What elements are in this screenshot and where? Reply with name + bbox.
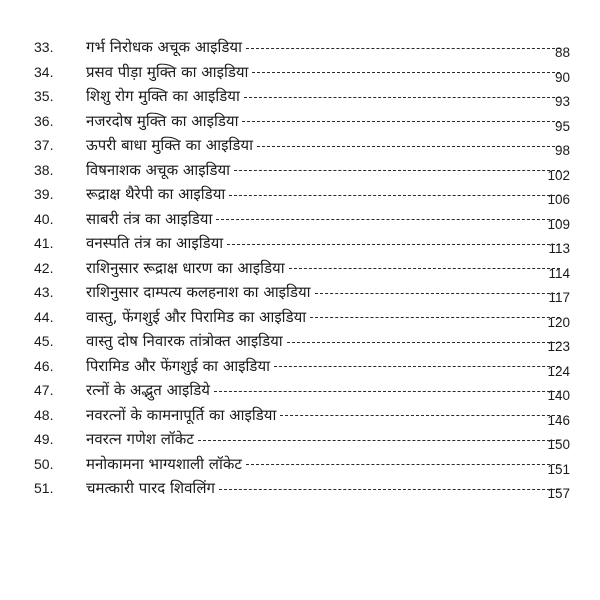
leader-dashes: [216, 219, 560, 220]
entry-page-number: 114: [548, 265, 570, 281]
entry-number: 46.: [34, 357, 54, 374]
entry-title-leader: [86, 231, 560, 256]
entry-title: पिरामिड और फेंगशुई का आइडिया: [86, 356, 271, 375]
entry-number: 44.: [34, 308, 54, 325]
entry-page-number: 157: [547, 486, 570, 501]
leader-dashes: [246, 464, 560, 465]
leader-dashes: [246, 48, 560, 49]
toc-entry: [0, 60, 600, 85]
entry-title: रत्नों के अद्भुत आइडिये: [86, 381, 210, 399]
entry-title-leader: [86, 109, 560, 134]
toc-entry: [0, 280, 600, 305]
entry-number: 43.: [34, 284, 54, 300]
toc-entry: [0, 378, 600, 403]
leader-dashes: [229, 195, 560, 196]
entry-title-leader: [86, 476, 560, 501]
entry-page-number: 117: [548, 290, 570, 305]
toc-entry: [0, 256, 600, 281]
toc-entry: [0, 207, 600, 232]
entry-number: 48.: [34, 406, 54, 423]
entry-number: 45.: [34, 333, 54, 349]
entry-title-leader: [86, 329, 560, 354]
entry-number: 42.: [34, 259, 54, 276]
entry-title-leader: [86, 182, 560, 207]
entry-page-number: 90: [554, 69, 570, 85]
entry-title: वास्तु, फेंगशुई और पिरामिड का आइडिया: [86, 307, 307, 326]
entry-title-leader: [86, 452, 560, 477]
entry-title-leader: [86, 84, 560, 109]
entry-title: नवरत्नों के कामनापूर्ति का आइडिया: [86, 405, 277, 424]
toc-entry: [0, 354, 600, 379]
toc-entry: [0, 231, 600, 256]
leader-dashes: [252, 72, 560, 73]
entry-number: 50.: [34, 455, 54, 472]
entry-title-leader: [86, 207, 560, 232]
entry-title: राशिनुसार दाम्पत्य कलहनाश का आइडिया: [86, 283, 311, 301]
entry-page-number: 93: [554, 94, 570, 109]
toc-entry: [0, 158, 600, 183]
entry-title: ऊपरी बाधा मुक्ति का आइडिया: [86, 136, 253, 154]
entry-title: रूद्राक्ष थैरेपी का आइडिया: [86, 185, 226, 203]
leader-dashes: [214, 391, 560, 392]
entry-number: 37.: [34, 137, 54, 153]
leader-dashes: [219, 489, 560, 490]
entry-page-number: 123: [547, 339, 570, 354]
entry-title: वास्तु दोष निवारक तांत्रोक्त आइडिया: [86, 332, 283, 350]
toc-entry: [0, 305, 600, 330]
entry-number: 38.: [34, 161, 54, 178]
leader-dashes: [257, 146, 560, 147]
toc-entry: [0, 476, 600, 501]
entry-page-number: 106: [547, 192, 570, 207]
entry-title-leader: [86, 354, 560, 379]
entry-page-number: 146: [547, 412, 570, 428]
entry-number: 36.: [34, 112, 54, 129]
leader-dashes: [227, 244, 560, 245]
entry-title: नजरदोष मुक्ति का आइडिया: [86, 111, 239, 130]
toc-entry: [0, 109, 600, 134]
entry-page-number: 120: [547, 314, 570, 330]
entry-title-leader: [86, 378, 560, 403]
entry-page-number: 124: [547, 363, 570, 379]
leader-dashes: [280, 415, 560, 416]
leader-dashes: [310, 317, 560, 318]
entry-title-leader: [86, 158, 560, 183]
toc-entry: [0, 84, 600, 109]
toc-entry: [0, 403, 600, 428]
entry-title-leader: [86, 427, 560, 452]
toc-entry: [0, 329, 600, 354]
entry-title-leader: [86, 133, 560, 158]
leader-dashes: [234, 170, 560, 171]
entry-title: गर्भ निरोधक अचूक आइडिया: [86, 38, 242, 56]
entry-title: प्रसव पीड़ा मुक्ति का आइडिया: [86, 62, 249, 81]
entry-title: वनस्पति तंत्र का आइडिया: [86, 234, 224, 252]
entry-title: विषनाशक अचूक आइडिया: [86, 160, 231, 179]
entry-number: 33.: [34, 39, 54, 55]
entry-number: 40.: [34, 210, 54, 227]
entry-title-leader: [86, 60, 560, 85]
entry-page-number: 140: [547, 388, 570, 403]
entry-number: 51.: [34, 480, 54, 496]
toc-entry: [0, 452, 600, 477]
entry-title: राशिनुसार रूद्राक्ष धारण का आइडिया: [86, 258, 285, 277]
entry-page-number: 151: [547, 461, 570, 477]
entry-title: मनोकामना भाग्यशाली लॉकेट: [86, 454, 242, 473]
entry-title-leader: [86, 35, 560, 60]
entry-page-number: 150: [547, 437, 570, 452]
toc-entry: [0, 35, 600, 60]
leader-dashes: [242, 121, 560, 122]
entry-title-leader: [86, 305, 560, 330]
entry-title: चमत्कारी पारद शिवलिंग: [86, 479, 215, 497]
leader-dashes: [274, 366, 560, 367]
entry-number: 49.: [34, 431, 54, 447]
entry-title: शिशु रोग मुक्ति का आइडिया: [86, 87, 240, 105]
leader-dashes: [315, 293, 560, 294]
entry-number: 35.: [34, 88, 54, 104]
entry-number: 39.: [34, 186, 54, 202]
entry-number: 47.: [34, 382, 54, 398]
entry-page-number: 95: [554, 118, 570, 134]
entry-number: 41.: [34, 235, 54, 251]
entry-title: साबरी तंत्र का आइडिया: [86, 209, 213, 228]
entry-title-leader: [86, 403, 560, 428]
leader-dashes: [244, 97, 560, 98]
leader-dashes: [198, 440, 560, 441]
entry-number: 34.: [34, 63, 54, 80]
entry-page-number: 109: [547, 216, 570, 232]
entry-title: नवरत्न गणेश लॉकेट: [86, 430, 194, 448]
table-of-contents: [0, 35, 600, 501]
toc-entry: [0, 427, 600, 452]
entry-page-number: 98: [554, 143, 570, 158]
toc-entry: [0, 182, 600, 207]
entry-title-leader: [86, 256, 560, 281]
entry-title-leader: [86, 280, 560, 305]
entry-page-number: 88: [554, 45, 570, 60]
leader-dashes: [289, 268, 560, 269]
leader-dashes: [287, 342, 560, 343]
toc-entry: [0, 133, 600, 158]
entry-page-number: 113: [548, 241, 570, 256]
entry-page-number: 102: [547, 167, 570, 183]
